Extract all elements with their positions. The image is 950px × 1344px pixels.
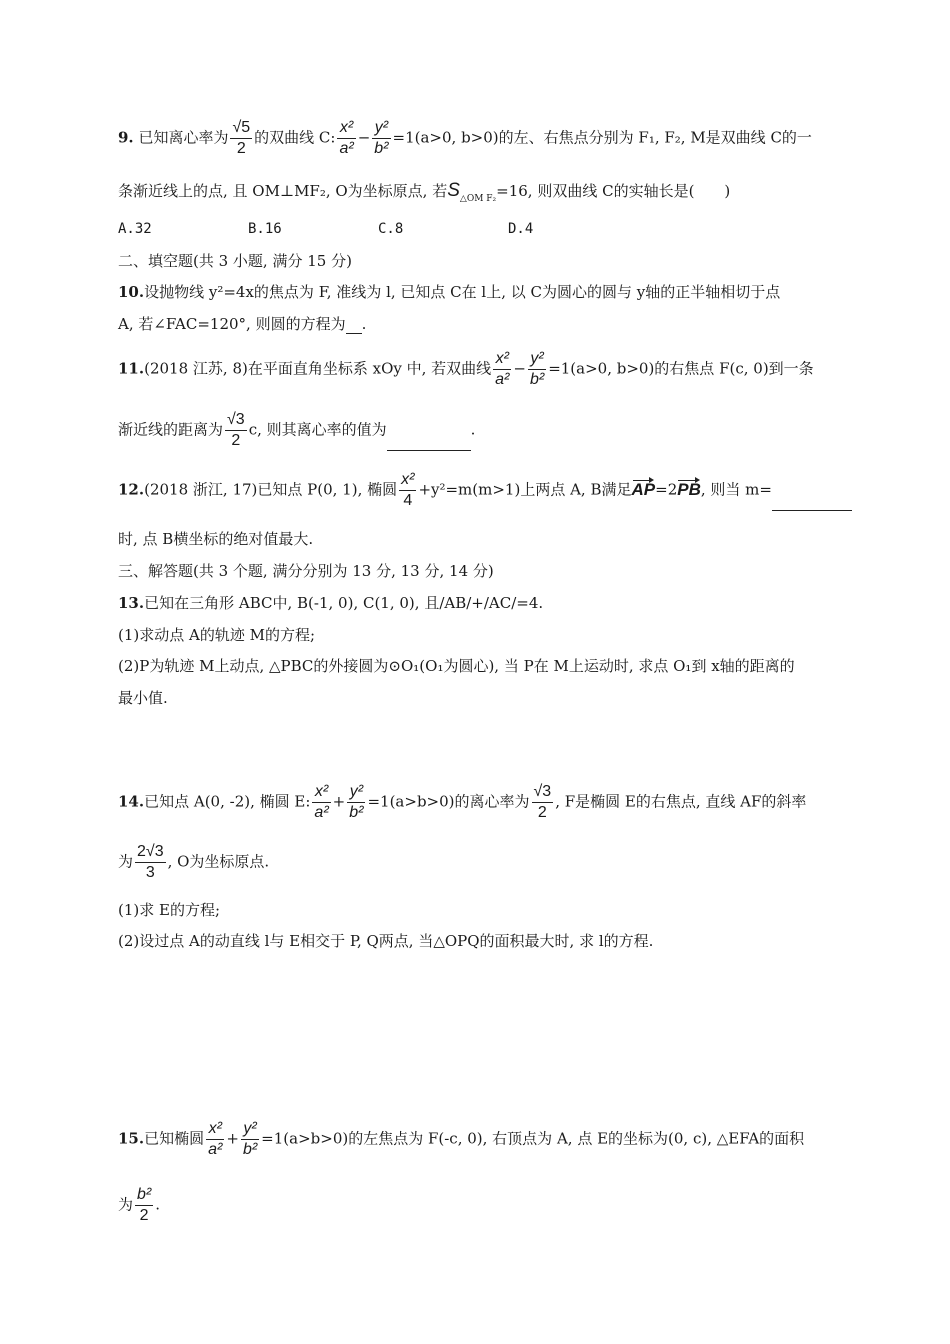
q14-text-2: =1(a>b>0)的离心率为 — [367, 792, 530, 811]
q10-number: 10. — [118, 283, 145, 301]
q9-options — [118, 219, 638, 239]
q15-line2-a: 为 — [118, 1195, 134, 1214]
q9-option-b: B.16 — [248, 221, 282, 237]
q9-ecc-num: √5 — [230, 118, 252, 139]
q9-option-a: A.32 — [118, 221, 152, 237]
q9-number: 9. — [118, 128, 134, 147]
q13-line1 — [118, 593, 543, 613]
q15-frac-num: b² — [135, 1185, 153, 1206]
q12-vector-ap: AP — [631, 479, 656, 499]
q12-frac-den: 4 — [403, 492, 413, 509]
section-2-heading: 二、填空题(共 3 小题, 满分 15 分) — [118, 252, 352, 270]
q15-plus: + — [226, 1129, 239, 1148]
q14-slope — [135, 842, 166, 883]
q11-line2-b: c, 则其离心率的值为 — [248, 420, 387, 439]
q15-text-1: 已知椭圆 — [144, 1129, 205, 1148]
q11-number: 11. — [118, 359, 145, 378]
q11-answer-blank[interactable] — [387, 434, 471, 451]
q10-text-1: 设抛物线 y²=4x的焦点为 F, 准线为 l, 已知点 C在 l上, 以 C为圆心的圆与 y轴的正半轴相切于点 — [144, 283, 781, 301]
q11-a2: a² — [495, 371, 510, 388]
q12-vector-pb: PB — [677, 479, 701, 499]
q9-x2: x² — [337, 118, 355, 139]
q14-part1: (1)求 E的方程; — [118, 901, 221, 919]
q9-option-d: D.4 — [508, 221, 534, 237]
q15-b2: b² — [242, 1141, 258, 1158]
q9-text-2: 的双曲线 C: — [254, 128, 336, 147]
section-3-heading: 三、解答题(共 3 个题, 满分分别为 13 分, 13 分, 14 分) — [118, 562, 494, 580]
q12-text-2: +y²=m(m>1)上两点 A, B满足 — [418, 480, 632, 499]
q10-line2 — [118, 314, 366, 334]
q15-a2: a² — [208, 1141, 223, 1158]
q11-x2: x² — [493, 349, 511, 370]
q15-area-frac — [135, 1185, 153, 1226]
q12-line2: 时, 点 B横坐标的绝对值最大. — [118, 530, 314, 548]
q11-text-1: (2018 江苏, 8)在平面直角坐标系 xOy 中, 若双曲线 — [144, 359, 492, 378]
q14-text-3: , F是椭圆 E的右焦点, 直线 AF的斜率 — [555, 792, 807, 811]
q14-part2: (2)设过点 A的动直线 l与 E相交于 P, Q两点, 当△OPQ的面积最大时, 求 l的方程. — [118, 932, 654, 950]
q13-part1: (1)求动点 A的轨迹 M的方程; — [118, 626, 316, 644]
q15-frac-den: 2 — [139, 1207, 149, 1224]
q14-text-1: 已知点 A(0, -2), 椭圆 E: — [144, 792, 311, 811]
q15-x2: x² — [206, 1119, 224, 1140]
q11-line2 — [118, 410, 475, 451]
q15-end: . — [155, 1195, 161, 1214]
q14-frac-x — [312, 782, 330, 823]
q11-frac-den: 2 — [231, 432, 241, 449]
q10-text-2: A, 若∠FAC=120°, 则圆的方程为 — [118, 315, 346, 333]
q15-text-2: =1(a>b>0)的左焦点为 F(-c, 0), 右顶点为 A, 点 E的坐标为(0, c), △EFA的面积 — [261, 1129, 805, 1148]
q12-answer-blank[interactable] — [772, 494, 852, 511]
q9-b2: b² — [374, 140, 389, 157]
q9-text-1: 已知离心率为 — [138, 128, 229, 147]
q9-text-3: =1(a>0, b>0)的左、右焦点分别为 F₁, F₂, M是双曲线 C的一 — [392, 128, 812, 147]
q14-ecc-num: √3 — [532, 782, 554, 803]
q15-line2 — [118, 1185, 160, 1226]
q11-y2: y² — [528, 349, 546, 370]
q13-part2-cont: 最小值. — [118, 689, 168, 707]
q14-line2-b: , O为坐标原点. — [167, 852, 270, 871]
q14-number: 14. — [118, 792, 145, 811]
q11-end: . — [470, 420, 476, 439]
q14-a2: a² — [314, 804, 329, 821]
q10-answer-blank[interactable] — [346, 317, 362, 334]
q12-eq: =2 — [655, 480, 678, 499]
q12-frac-num: x² — [399, 470, 416, 491]
q13-text-1: 已知在三角形 ABC中, B(-1, 0), C(1, 0), 且/AB/+/AC/=4. — [144, 594, 544, 612]
q9-line2 — [118, 181, 730, 209]
q14-slope-den: 3 — [145, 864, 155, 881]
q14-eccentricity — [532, 782, 554, 823]
q10-end: . — [361, 315, 367, 333]
q14-line2-a: 为 — [118, 852, 134, 871]
q11-b2: b² — [529, 371, 545, 388]
q9-option-c: C.8 — [378, 221, 404, 237]
q14-slope-num: 2√3 — [135, 842, 166, 863]
q11-text-2: =1(a>0, b>0)的右焦点 F(c, 0)到一条 — [548, 359, 814, 378]
q12-number: 12. — [118, 480, 145, 499]
q12-text-1: (2018 浙江, 17)已知点 P(0, 1), 椭圆 — [144, 480, 398, 499]
q11-minus: − — [513, 359, 526, 378]
q11-frac-x — [493, 349, 511, 390]
q9-ecc-den: 2 — [236, 140, 246, 157]
q12-text-3: , 则当 m= — [700, 480, 772, 499]
q11-frac-num: √3 — [225, 410, 247, 431]
q14-line2 — [118, 842, 269, 883]
q9-y2: y² — [372, 118, 390, 139]
q11-line1 — [118, 349, 814, 390]
q13-number: 13. — [118, 594, 145, 612]
q10-line1 — [118, 282, 780, 302]
q15-y2: y² — [241, 1119, 259, 1140]
q14-line1 — [118, 782, 806, 823]
q9-line2-a: 条渐近线上的点, 且 OM⊥MF₂, O为坐标原点, 若 — [118, 182, 448, 200]
q11-frac-y — [528, 349, 546, 390]
q9-a2: a² — [339, 140, 354, 157]
q14-x2: x² — [312, 782, 330, 803]
q9-area-symbol: S — [447, 180, 460, 201]
q11-distance-frac — [225, 410, 247, 451]
q14-y2: y² — [347, 782, 365, 803]
q15-frac-y — [241, 1119, 259, 1160]
q13-part2: (2)P为轨迹 M上动点, △PBC的外接圆为⊙O₁(O₁为圆心), 当 P在 M上运动时, 求点 O₁到 x轴的距离的 — [118, 657, 795, 675]
q9-frac-x — [337, 118, 355, 159]
q12-line1 — [118, 470, 852, 511]
q14-plus: + — [332, 792, 346, 811]
q15-number: 15. — [118, 1129, 145, 1148]
q9-line2-b: =16, 则双曲线 C的实轴长是( ) — [496, 182, 731, 200]
q14-frac-y — [347, 782, 365, 823]
q15-line1 — [118, 1119, 804, 1160]
q11-line2-a: 渐近线的距离为 — [118, 420, 224, 439]
q9-frac-y — [372, 118, 390, 159]
q9-minus: − — [357, 128, 371, 147]
q9-line1 — [118, 118, 812, 159]
q14-ecc-den: 2 — [537, 804, 547, 821]
q15-frac-x — [206, 1119, 224, 1160]
q14-b2: b² — [349, 804, 364, 821]
q9-eccentricity — [230, 118, 252, 159]
q9-area-subscript: △OM F₂ — [459, 194, 497, 204]
q12-ellipse-frac — [399, 470, 416, 511]
